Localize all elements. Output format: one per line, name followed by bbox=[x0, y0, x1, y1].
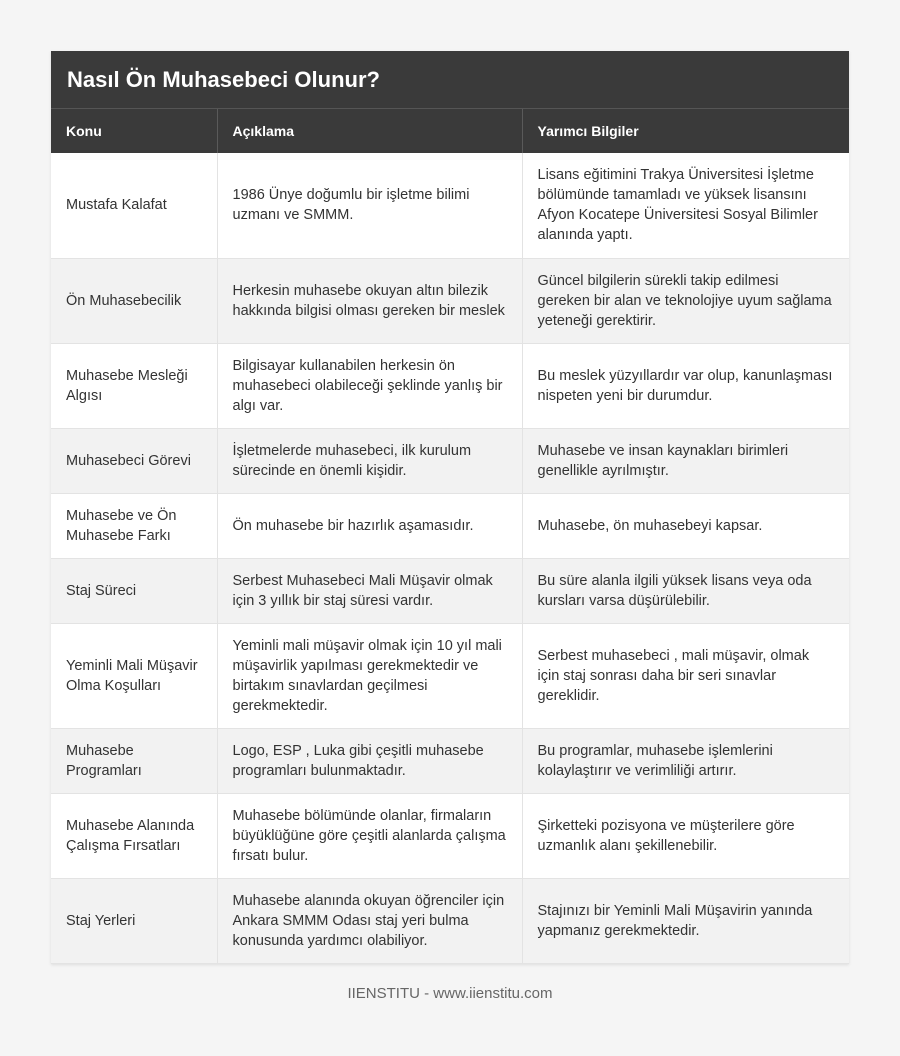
cell-konu: Mustafa Kalafat bbox=[51, 153, 217, 258]
cell-bilgi: Serbest muhasebeci , mali müşavir, olmak için staj sonrası daha bir seri sınavlar gereklidir. bbox=[522, 623, 849, 728]
cell-konu: Muhasebeci Görevi bbox=[51, 428, 217, 493]
table-row bbox=[51, 258, 849, 343]
table-row bbox=[51, 343, 849, 428]
header-yardimci-bilgiler: Yarımcı Bilgiler bbox=[522, 109, 849, 153]
cell-konu: Staj Yerleri bbox=[51, 878, 217, 963]
table-row bbox=[51, 153, 849, 258]
cell-aciklama: Muhasebe alanında okuyan öğrenciler için Ankara SMMM Odası staj yeri bulma konusunda yardımcı olabiliyor. bbox=[217, 878, 522, 963]
cell-bilgi: Şirketteki pozisyona ve müşterilere göre uzmanlık alanı şekillenebilir. bbox=[522, 793, 849, 878]
cell-bilgi: Bu meslek yüzyıllardır var olup, kanunlaşması nispeten yeni bir durumdur. bbox=[522, 343, 849, 428]
table-row bbox=[51, 428, 849, 493]
table-row bbox=[51, 493, 849, 558]
cell-konu: Muhasebe Programları bbox=[51, 728, 217, 793]
cell-aciklama: Herkesin muhasebe okuyan altın bilezik hakkında bilgisi olması gereken bir meslek bbox=[217, 258, 522, 343]
cell-aciklama: Logo, ESP , Luka gibi çeşitli muhasebe programları bulunmaktadır. bbox=[217, 728, 522, 793]
cell-bilgi: Lisans eğitimini Trakya Üniversitesi İşletme bölümünde tamamladı ve yüksek lisansını Afyon Kocatepe Üniversitesi Sosyal Bilimler alanında yaptı. bbox=[522, 153, 849, 258]
cell-konu: Muhasebe Alanında Çalışma Fırsatları bbox=[51, 793, 217, 878]
table-row bbox=[51, 558, 849, 623]
cell-aciklama: Serbest Muhasebeci Mali Müşavir olmak için 3 yıllık bir staj süresi vardır. bbox=[217, 558, 522, 623]
cell-bilgi: Güncel bilgilerin sürekli takip edilmesi gereken bir alan ve teknolojiye uyum sağlama yeteneği gerektirir. bbox=[522, 258, 849, 343]
cell-konu: Muhasebe Mesleği Algısı bbox=[51, 343, 217, 428]
cell-aciklama: Muhasebe bölümünde olanlar, firmaların büyüklüğüne göre çeşitli alanlarda çalışma fırsatı bulur. bbox=[217, 793, 522, 878]
cell-konu: Staj Süreci bbox=[51, 558, 217, 623]
cell-bilgi: Muhasebe ve insan kaynakları birimleri genellikle ayrılmıştır. bbox=[522, 428, 849, 493]
header-konu: Konu bbox=[51, 109, 217, 153]
info-table bbox=[51, 109, 849, 964]
table-row bbox=[51, 793, 849, 878]
cell-bilgi: Bu programlar, muhasebe işlemlerini kolaylaştırır ve verimliliği artırır. bbox=[522, 728, 849, 793]
header-row bbox=[51, 109, 849, 153]
header-aciklama: Açıklama bbox=[217, 109, 522, 153]
cell-aciklama: Ön muhasebe bir hazırlık aşamasıdır. bbox=[217, 493, 522, 558]
table-card bbox=[51, 51, 849, 964]
cell-aciklama: Yeminli mali müşavir olmak için 10 yıl mali müşavirlik yapılması gerekmektedir ve birtakım sınavlardan geçilmesi gerekmektedir. bbox=[217, 623, 522, 728]
cell-bilgi: Stajınızı bir Yeminli Mali Müşavirin yanında yapmanız gerekmektedir. bbox=[522, 878, 849, 963]
cell-aciklama: İşletmelerde muhasebeci, ilk kurulum sürecinde en önemli kişidir. bbox=[217, 428, 522, 493]
footer-credit: IIENSTITU - www.iienstitu.com bbox=[347, 985, 553, 1002]
table-row bbox=[51, 878, 849, 963]
cell-bilgi: Muhasebe, ön muhasebeyi kapsar. bbox=[522, 493, 849, 558]
cell-bilgi: Bu süre alanla ilgili yüksek lisans veya oda kursları varsa düşürülebilir. bbox=[522, 558, 849, 623]
cell-konu: Yeminli Mali Müşavir Olma Koşulları bbox=[51, 623, 217, 728]
cell-aciklama: 1986 Ünye doğumlu bir işletme bilimi uzmanı ve SMMM. bbox=[217, 153, 522, 258]
table-row bbox=[51, 623, 849, 728]
table-title: Nasıl Ön Muhasebeci Olunur? bbox=[51, 51, 849, 109]
cell-konu: Muhasebe ve Ön Muhasebe Farkı bbox=[51, 493, 217, 558]
table-row bbox=[51, 728, 849, 793]
cell-konu: Ön Muhasebecilik bbox=[51, 258, 217, 343]
cell-aciklama: Bilgisayar kullanabilen herkesin ön muhasebeci olabileceği şeklinde yanlış bir algı var. bbox=[217, 343, 522, 428]
